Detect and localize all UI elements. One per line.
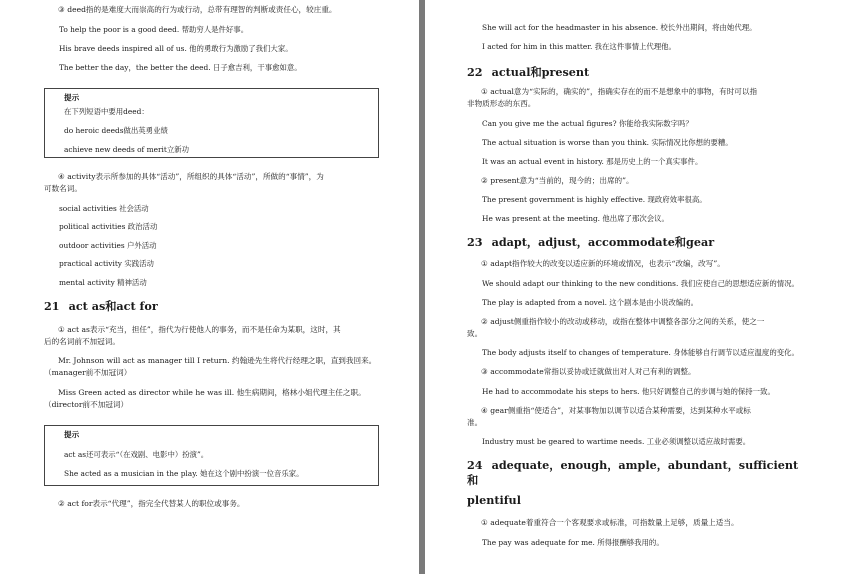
section-title: adapt，adjust，accommodate和gear [491,235,715,249]
section-heading-21 [44,299,379,314]
act-as-example-2-note: （director前不加冠词） [44,399,129,409]
act-as-example-2: Miss Green acted as director while he was ill. 他生病期间，格林小姐代理主任之职。 [58,387,366,397]
adequate-example: The pay was adequate for me. 所得报酬够我用的。 [482,537,664,547]
section-title-cont: plentiful [467,493,521,507]
actual-paragraph-cont: 非物质形态的东西。 [467,99,536,108]
gear-paragraph: ④ gear侧重指“使适合”，对某事物加以调节以适合某种需要，达到某种水平或标 [481,405,751,415]
tip-line: act as还可表示“（在戏剧、电影中）扮演”。 [64,449,209,459]
actual-example: The actual situation is worse than you think. 实际情况比你想的要糟。 [482,137,733,147]
section-heading-24 [467,458,804,488]
act-as-example-1-note: （manager前不加冠词） [44,368,132,377]
tip-line: 在下列短语中要用deed： [64,107,149,116]
actual-example: It was an actual event in history. 那是历史上的一个真实事件。 [482,156,703,166]
tip-title: 提示 [64,429,80,439]
act-for-example-1: She will act for the headmaster in his absence. 校长外出期间，将由她代理。 [482,23,757,32]
deed-example-3: The better the day，the better the deed. 日子愈吉利，干事愈如意。 [59,63,302,72]
activity-example: social activities 社会活动 [59,203,149,213]
tip-box-deed [44,88,379,158]
deed-example-1: To help the poor is a good deed. 帮助穷人是件好事。 [59,25,249,34]
tip-line: achieve new deeds of merit立新功 [64,145,190,154]
activity-example: mental activity 精神活动 [59,277,147,287]
act-as-paragraph-cont: 后的名词前不加冠词。 [44,336,120,346]
actual-example: Can you give me the actual figures? 你能给我实际数字吗？ [482,118,693,128]
act-as-paragraph: ① act as表示“充当，担任”，指代为行使他人的事务，而不是任命为某职，这时，其 [58,324,341,334]
tip-title: 提示 [64,93,80,102]
adapt-paragraph: ① adapt指作较大的改变以适应新的环境或情况，也表示“改编，改写”。 [481,259,725,268]
adjust-paragraph: ② adjust侧重指作较小的改动或移动，或指在整体中调整各部分之间的关系，使之一 [481,316,765,326]
adjust-paragraph-cont: 致。 [467,328,483,338]
section-number: 21 [44,298,60,313]
deed-paragraph: ③ deed指的是难度大而崇高的行为或行动，总带有理智的判断或责任心，较庄重。 [58,5,337,14]
right-page [425,0,844,574]
adequate-paragraph: ① adequate着重符合一个客观要求或标准，可指数量上足够，质量上适当。 [481,518,739,527]
activity-paragraph-cont: 可数名词。 [44,184,82,193]
left-page [0,0,419,574]
gear-example: Industry must be geared to wartime needs. 工业必须调整以适应战时需要。 [482,437,751,446]
tip-line: do heroic deeds做出英勇业绩 [64,126,168,135]
section-title: adequate，enough，ample，abundant，sufficient和 [467,458,799,487]
actual-paragraph: ① actual意为“实际的，确实的”，指确实存在的而不是想象中的事物，有时可以指 [481,87,758,96]
activity-example: practical activity 实践活动 [59,259,154,268]
act-as-example-1: Mr. Johnson will act as manager till I return. 约翰逊先生将代行经理之职，直到我回来。 [58,356,377,365]
section-heading-22 [467,65,804,80]
activity-paragraph: ④ activity表示所参加的具体“活动”，所组织的具体“活动”，所做的“事情”，为 [58,172,324,181]
tip-line: She acted as a musician in the play. 她在这个剧中扮演一位音乐家。 [64,468,304,478]
present-example: He was present at the meeting. 他出席了那次会议。 [482,214,669,223]
adjust-example: The body adjusts itself to changes of temperature. 身体能够自行调节以适应温度的变化。 [482,348,799,357]
tip-box-act-as [44,425,379,486]
act-for-paragraph: ② act for表示“代理”，指完全代替某人的职位或事务。 [58,498,245,508]
accommodate-paragraph: ③ accommodate常指以妥协或迁就做出对人对己有利的调整。 [481,367,696,376]
activity-example: outdoor activities 户外活动 [59,240,157,250]
section-title: actual和present [491,65,590,79]
adapt-example: We should adapt our thinking to the new conditions. 我们应使自己的思想适应新的情况。 [482,278,799,288]
section-title: act as和act for [68,298,158,313]
deed-example-2: His brave deeds inspired all of us. 他的勇敢行为激励了我们大家。 [59,44,293,53]
section-number: 22 [467,65,483,79]
activity-example: political activities 政治活动 [59,222,158,231]
section-number: 24 [467,458,483,472]
accommodate-example: He had to accommodate his steps to hers. 他只好调整自己的步调与她的保持一致。 [482,386,775,396]
adapt-example: The play is adapted from a novel. 这个剧本是由小说改编的。 [482,297,698,307]
act-for-example-2: I acted for him in this matter. 我在这件事情上代理他。 [482,42,676,51]
section-heading-23 [467,235,804,250]
present-example: The present government is highly effective. 现政府效率很高。 [482,195,707,204]
gear-paragraph-cont: 准。 [467,417,483,427]
section-number: 23 [467,235,483,249]
present-paragraph: ② present意为“当前的，现今的；出席的”。 [481,175,634,185]
